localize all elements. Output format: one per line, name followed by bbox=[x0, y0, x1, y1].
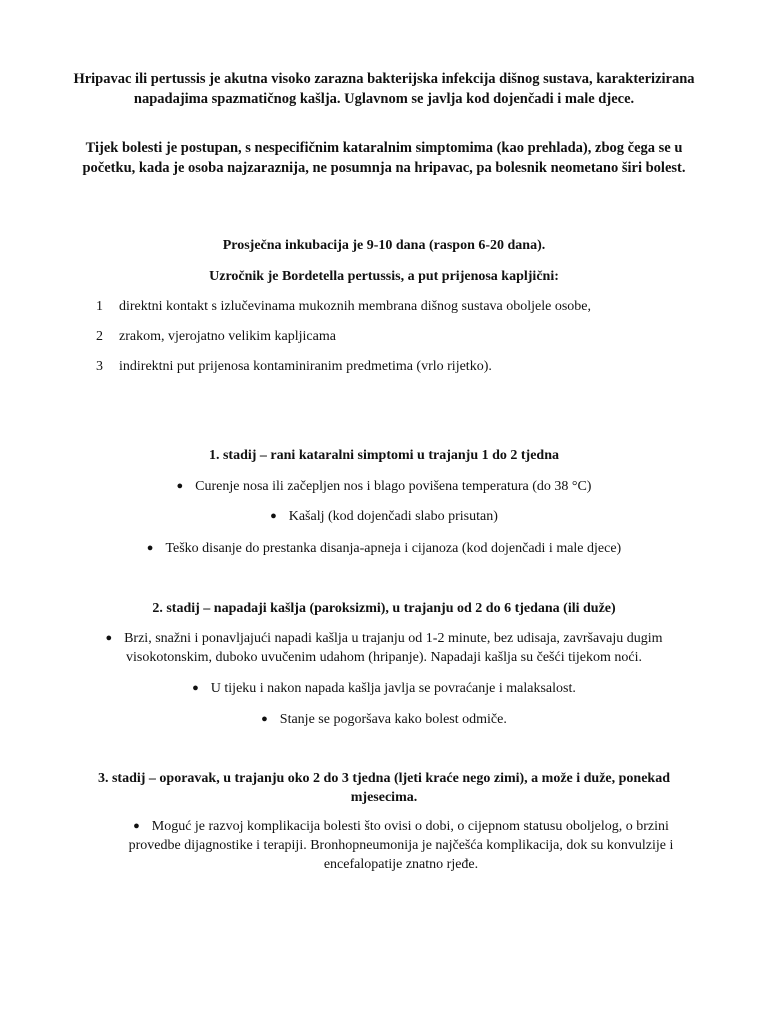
stage-1-bullet-2 bbox=[150, 507, 618, 526]
stage-2-heading: 2. stadij – napadaji kašlja (paroksizmi), u trajanju od 2 do 6 tjedana (ili duže) bbox=[152, 601, 616, 616]
bullet-icon: ● bbox=[192, 682, 199, 694]
cause-line: Uzročnik je Bordetella pertussis, a put prijenosa kapljični: bbox=[209, 269, 559, 284]
bullet-text: Curenje nosa ili začepljen nos i blago povišena temperatura (do 38 °C) bbox=[195, 479, 592, 494]
transmission-item-2 bbox=[96, 327, 696, 346]
bullet-text: Brzi, snažni i ponavljajući napadi kašlja u trajanju od 1-2 minute, bez udisaja, završavaju dugim visokotonskim, duboko uvučenim udahom (hripanje). Napadaji kašlja su češći tijekom noći. bbox=[124, 631, 663, 665]
item-text: direktni kontakt s izlučevinama mukoznih membrana dišnog sustava oboljele osobe, bbox=[119, 299, 592, 314]
item-number: 3 bbox=[96, 359, 103, 374]
bullet-text: Stanje se pogoršava kako bolest odmiče. bbox=[279, 712, 507, 727]
bullet-icon: ● bbox=[146, 542, 154, 554]
bullet-icon: ● bbox=[176, 480, 184, 492]
stage-2-bullet-3 bbox=[150, 710, 618, 729]
stage-2-bullet-1 bbox=[104, 629, 664, 667]
item-text: zrakom, vjerojatno velikim kapljicama bbox=[119, 329, 336, 344]
intro-paragraph-1: Hripavac ili pertussis je akutna visoko zarazna bakterijska infekcija dišnog sustava, karakterizirana napadajima spazmatičnog kašlja. Uglavnom se javlja kod dojenčadi i male djece. bbox=[73, 71, 695, 107]
transmission-item-3 bbox=[96, 357, 696, 376]
incubation-line: Prosječna inkubacija je 9-10 dana (raspon 6-20 dana). bbox=[222, 238, 546, 253]
item-number: 2 bbox=[96, 329, 103, 344]
item-text: indirektni put prijenosa kontaminiranim predmetima (vrlo rijetko). bbox=[119, 359, 492, 374]
bullet-text: Kašalj (kod dojenčadi slabo prisutan) bbox=[288, 509, 498, 524]
transmission-item-1 bbox=[96, 297, 696, 316]
bullet-text: U tijeku i nakon napada kašlja javlja se povraćanje i malaksalost. bbox=[210, 681, 576, 696]
stage-1-heading: 1. stadij – rani kataralni simptomi u trajanju 1 do 2 tjedna bbox=[208, 448, 560, 463]
bullet-icon: ● bbox=[270, 510, 277, 522]
stage-1-bullet-3 bbox=[120, 539, 648, 558]
intro-paragraph-2: Tijek bolesti je postupan, s nespecifičnim kataralnim simptomima (kao prehlada), zbog čega se u početku, kada je osoba najzaraznija, ne posumnja na hripavac, pa bolesnik neometano širi bolest. bbox=[82, 140, 686, 176]
bullet-text: Teško disanje do prestanka disanja-apneja i cijanoza (kod dojenčadi i male djece) bbox=[165, 541, 622, 556]
bullet-icon: ● bbox=[261, 713, 268, 725]
stage-2-bullet-2 bbox=[150, 679, 618, 698]
stage-3-bullet-1 bbox=[112, 817, 690, 874]
item-number: 1 bbox=[96, 299, 103, 314]
bullet-icon: ● bbox=[133, 820, 140, 832]
stage-3-heading: 3. stadij – oporavak, u trajanju oko 2 do 3 tjedna (ljeti kraće nego zimi), a može i duže, ponekad mjesecima. bbox=[97, 771, 671, 805]
bullet-text: Moguć je razvoj komplikacija bolesti što ovisi o dobi, o cijepnom statusu oboljelog, o brzini provedbe dijagnostike i terapiji. Bronhopneumonija je najčešća komplikacija, dok su konvulzije i encefalopatije znatno rjeđe. bbox=[128, 819, 674, 872]
stage-1-bullet-1 bbox=[150, 477, 618, 496]
bullet-icon: ● bbox=[105, 632, 113, 644]
